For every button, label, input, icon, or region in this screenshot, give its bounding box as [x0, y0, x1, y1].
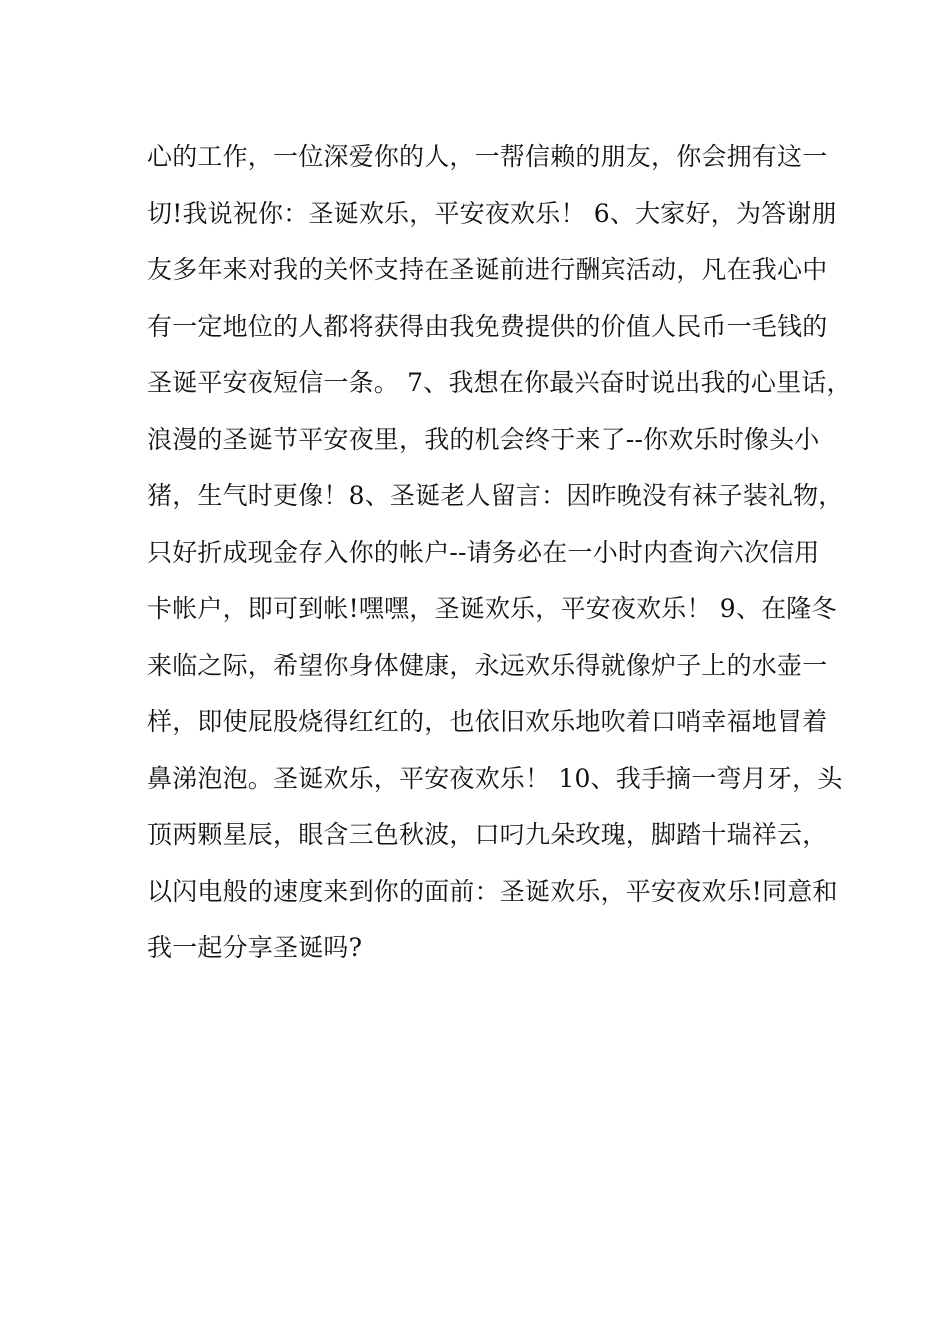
- text-line-6: 浪漫的圣诞节平安夜里，我的机会终于来了--你欢乐时像头小: [147, 424, 820, 454]
- text-line-13: 顶两颗星辰，眼含三色秋波，口叼九朵玫瑰，脚踏十瑞祥云，: [147, 820, 828, 849]
- text-line-4: 有一定地位的人都将获得由我免费提供的价值人民币一毛钱的: [147, 311, 828, 341]
- text-line-2: 切!我说祝你：圣诞欢乐，平安夜欢乐！ 6、大家好，为答谢朋: [147, 198, 837, 228]
- text-line-3: 友多年来对我的关怀支持在圣诞前进行酬宾活动，凡在我心中: [147, 255, 828, 284]
- text-line-8: 只好折成现金存入你的帐户--请务必在一小时内查询六次信用: [147, 537, 820, 567]
- text-line-14: 以闪电般的速度来到你的面前：圣诞欢乐，平安夜欢乐!同意和: [147, 876, 838, 906]
- text-line-12: 鼻涕泡泡。圣诞欢乐，平安夜欢乐！ 10、我手摘一弯月牙，头: [147, 763, 843, 793]
- text-line-10: 来临之际，希望你身体健康，永远欢乐得就像炉子上的水壶一: [147, 650, 828, 680]
- text-line-15: 我一起分享圣诞吗?: [147, 933, 363, 962]
- body-text: [147, 129, 852, 977]
- text-line-1: 心的工作，一位深爱你的人，一帮信赖的朋友，你会拥有这一: [147, 142, 828, 171]
- text-line-9: 卡帐户，即可到帐!嘿嘿，圣诞欢乐，平安夜欢乐！ 9、在隆冬: [147, 594, 837, 623]
- text-line-7: 猪，生气时更像！8、圣诞老人留言：因昨晚没有袜子装礼物，: [147, 481, 844, 510]
- text-line-5: 圣诞平安夜短信一条。 7、我想在你最兴奋时说出我的心里话，: [147, 368, 852, 397]
- text-line-11: 样，即使屁股烧得红红的，也依旧欢乐地吹着口哨幸福地冒着: [147, 707, 828, 736]
